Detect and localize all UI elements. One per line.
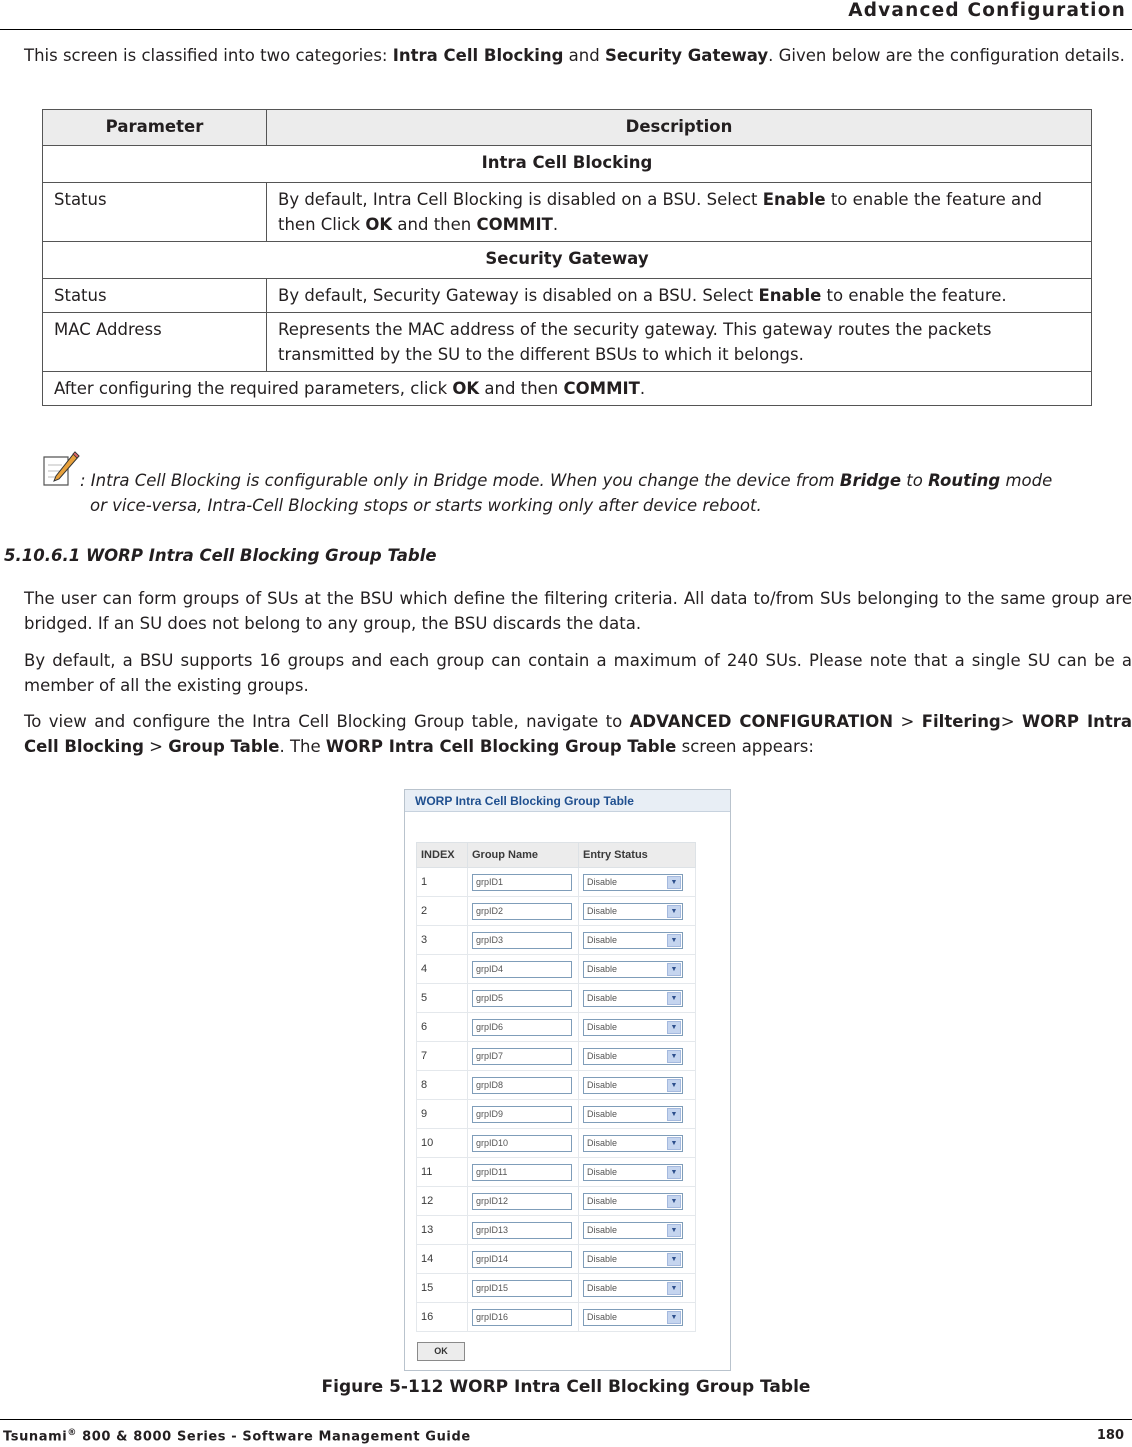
- footer-rule: [0, 1419, 1132, 1420]
- group-name-input[interactable]: grpID6: [472, 1019, 572, 1036]
- table-row: [417, 1129, 696, 1158]
- row-index: 7: [417, 1042, 468, 1071]
- page-header-title: Advanced Configuration: [848, 0, 1126, 21]
- group-name-input[interactable]: grpID2: [472, 903, 572, 920]
- table-row: [417, 1187, 696, 1216]
- table-row: [417, 984, 696, 1013]
- entry-status-select[interactable]: Disable ▼: [583, 1106, 683, 1123]
- table-row: [417, 1013, 696, 1042]
- chevron-down-icon[interactable]: ▼: [667, 1311, 681, 1324]
- table-row: Status By default, Intra Cell Blocking is disabled on a BSU. Select Enable to enable the feature and then Click OK and then COMMIT.: [43, 183, 1092, 242]
- table-row: MAC Address Represents the MAC address of the security gateway. This gateway routes the packets transmitted by the SU to the different BSUs to which it belongs.: [43, 313, 1092, 372]
- group-name-input[interactable]: grpID3: [472, 932, 572, 949]
- row-index: 10: [417, 1129, 468, 1158]
- group-name-input[interactable]: grpID8: [472, 1077, 572, 1094]
- table-row: [417, 1216, 696, 1245]
- group-name-input[interactable]: grpID12: [472, 1193, 572, 1210]
- chevron-down-icon[interactable]: ▼: [667, 1166, 681, 1179]
- group-name-input[interactable]: grpID15: [472, 1280, 572, 1297]
- entry-status-select[interactable]: Disable ▼: [583, 1280, 683, 1297]
- row-index: 3: [417, 926, 468, 955]
- row-index: 5: [417, 984, 468, 1013]
- row-index: 8: [417, 1071, 468, 1100]
- group-name-input[interactable]: grpID10: [472, 1135, 572, 1152]
- row-index: 12: [417, 1187, 468, 1216]
- table-row: [417, 926, 696, 955]
- entry-status-select[interactable]: Disable ▼: [583, 903, 683, 920]
- entry-status-select[interactable]: Disable ▼: [583, 1019, 683, 1036]
- chevron-down-icon[interactable]: ▼: [667, 876, 681, 889]
- chevron-down-icon[interactable]: ▼: [667, 1137, 681, 1150]
- chevron-down-icon[interactable]: ▼: [667, 905, 681, 918]
- column-header-description: Description: [267, 110, 1092, 146]
- entry-status-select[interactable]: Disable ▼: [583, 1164, 683, 1181]
- ok-button[interactable]: OK: [417, 1342, 465, 1361]
- screenshot-title: WORP Intra Cell Blocking Group Table: [405, 790, 730, 812]
- row-index: 1: [417, 868, 468, 897]
- table-row: [417, 868, 696, 897]
- chevron-down-icon[interactable]: ▼: [667, 1253, 681, 1266]
- chevron-down-icon[interactable]: ▼: [667, 1195, 681, 1208]
- table-row: [417, 1071, 696, 1100]
- entry-status-select[interactable]: Disable ▼: [583, 1135, 683, 1152]
- column-header-parameter: Parameter: [43, 110, 267, 146]
- entry-status-select[interactable]: Disable ▼: [583, 1193, 683, 1210]
- chevron-down-icon[interactable]: ▼: [667, 1079, 681, 1092]
- table-row: Status By default, Security Gateway is disabled on a BSU. Select Enable to enable the feature.: [43, 279, 1092, 313]
- group-name-input[interactable]: grpID11: [472, 1164, 572, 1181]
- header-rule: [0, 29, 1132, 30]
- footer-doc-title: Tsunami® 800 & 8000 Series - Software Management Guide: [3, 1428, 471, 1445]
- entry-status-select[interactable]: Disable ▼: [583, 1309, 683, 1326]
- table-row: [417, 1158, 696, 1187]
- row-index: 13: [417, 1216, 468, 1245]
- row-index: 2: [417, 897, 468, 926]
- table-row: [417, 1042, 696, 1071]
- group-table-screenshot: [404, 789, 731, 1371]
- column-header-group-name: Group Name: [468, 843, 579, 868]
- chevron-down-icon[interactable]: ▼: [667, 1021, 681, 1034]
- body-paragraph: To view and configure the Intra Cell Blocking Group table, navigate to ADVANCED CONFIGURATION > Filtering> WORP Intra Cell Blocking > Group Table. The WORP Intra Cell Blocking Group Table screen appears:: [24, 712, 1132, 756]
- chevron-down-icon[interactable]: ▼: [667, 1050, 681, 1063]
- table-row: [417, 1100, 696, 1129]
- column-header-index: INDEX: [417, 843, 468, 868]
- table-row: [417, 1274, 696, 1303]
- figure-caption: Figure 5-112 WORP Intra Cell Blocking Group Table: [321, 1377, 811, 1397]
- row-index: 14: [417, 1245, 468, 1274]
- section-row-intra-cell-blocking: Intra Cell Blocking: [43, 146, 1092, 183]
- row-index: 11: [417, 1158, 468, 1187]
- chevron-down-icon[interactable]: ▼: [667, 1282, 681, 1295]
- chevron-down-icon[interactable]: ▼: [667, 1224, 681, 1237]
- note-text: : Intra Cell Blocking is configurable only in Bridge mode. When you change the device from Bridge to Routing mode or vice-versa, Intra-Cell Blocking stops or starts working only after device reboot.: [80, 471, 1053, 515]
- group-name-input[interactable]: grpID9: [472, 1106, 572, 1123]
- chevron-down-icon[interactable]: ▼: [667, 1108, 681, 1121]
- chevron-down-icon[interactable]: ▼: [667, 963, 681, 976]
- entry-status-select[interactable]: Disable ▼: [583, 961, 683, 978]
- entry-status-select[interactable]: Disable ▼: [583, 990, 683, 1007]
- group-name-input[interactable]: grpID14: [472, 1251, 572, 1268]
- row-index: 16: [417, 1303, 468, 1332]
- group-name-input[interactable]: grpID13: [472, 1222, 572, 1239]
- chevron-down-icon[interactable]: ▼: [667, 934, 681, 947]
- group-table: [416, 842, 696, 1332]
- row-index: 4: [417, 955, 468, 984]
- row-index: 9: [417, 1100, 468, 1129]
- column-header-entry-status: Entry Status: [579, 843, 696, 868]
- table-row: [417, 1303, 696, 1332]
- entry-status-select[interactable]: Disable ▼: [583, 1222, 683, 1239]
- entry-status-select[interactable]: Disable ▼: [583, 874, 683, 891]
- group-name-input[interactable]: grpID7: [472, 1048, 572, 1065]
- group-name-input[interactable]: grpID1: [472, 874, 572, 891]
- table-row: [417, 955, 696, 984]
- parameter-table: [42, 109, 1092, 406]
- entry-status-select[interactable]: Disable ▼: [583, 1048, 683, 1065]
- note-pencil-icon: [42, 449, 80, 487]
- row-index: 15: [417, 1274, 468, 1303]
- body-paragraph: The user can form groups of SUs at the BSU which define the filtering criteria. All data to/from SUs belonging to the same group are bridged. If an SU does not belong to any group, the BSU discards the data.: [24, 589, 1132, 633]
- section-heading: 5.10.6.1 WORP Intra Cell Blocking Group Table: [4, 546, 437, 565]
- entry-status-select[interactable]: Disable ▼: [583, 932, 683, 949]
- intro-paragraph: This screen is classified into two categories: Intra Cell Blocking and Security Gateway. Given below are the configuration details.: [24, 46, 1125, 65]
- table-row: [417, 1245, 696, 1274]
- section-row-security-gateway: Security Gateway: [43, 242, 1092, 279]
- table-footer-row: After configuring the required parameters, click OK and then COMMIT.: [43, 372, 1092, 406]
- group-name-input[interactable]: grpID4: [472, 961, 572, 978]
- entry-status-select[interactable]: Disable ▼: [583, 1077, 683, 1094]
- group-name-input[interactable]: grpID16: [472, 1309, 572, 1326]
- entry-status-select[interactable]: Disable ▼: [583, 1251, 683, 1268]
- group-name-input[interactable]: grpID5: [472, 990, 572, 1007]
- chevron-down-icon[interactable]: ▼: [667, 992, 681, 1005]
- table-row: [417, 897, 696, 926]
- row-index: 6: [417, 1013, 468, 1042]
- body-paragraph: By default, a BSU supports 16 groups and each group can contain a maximum of 240 SUs. Please note that a single SU can be a member of all the existing groups.: [24, 651, 1132, 695]
- page-number: 180: [1096, 1428, 1124, 1443]
